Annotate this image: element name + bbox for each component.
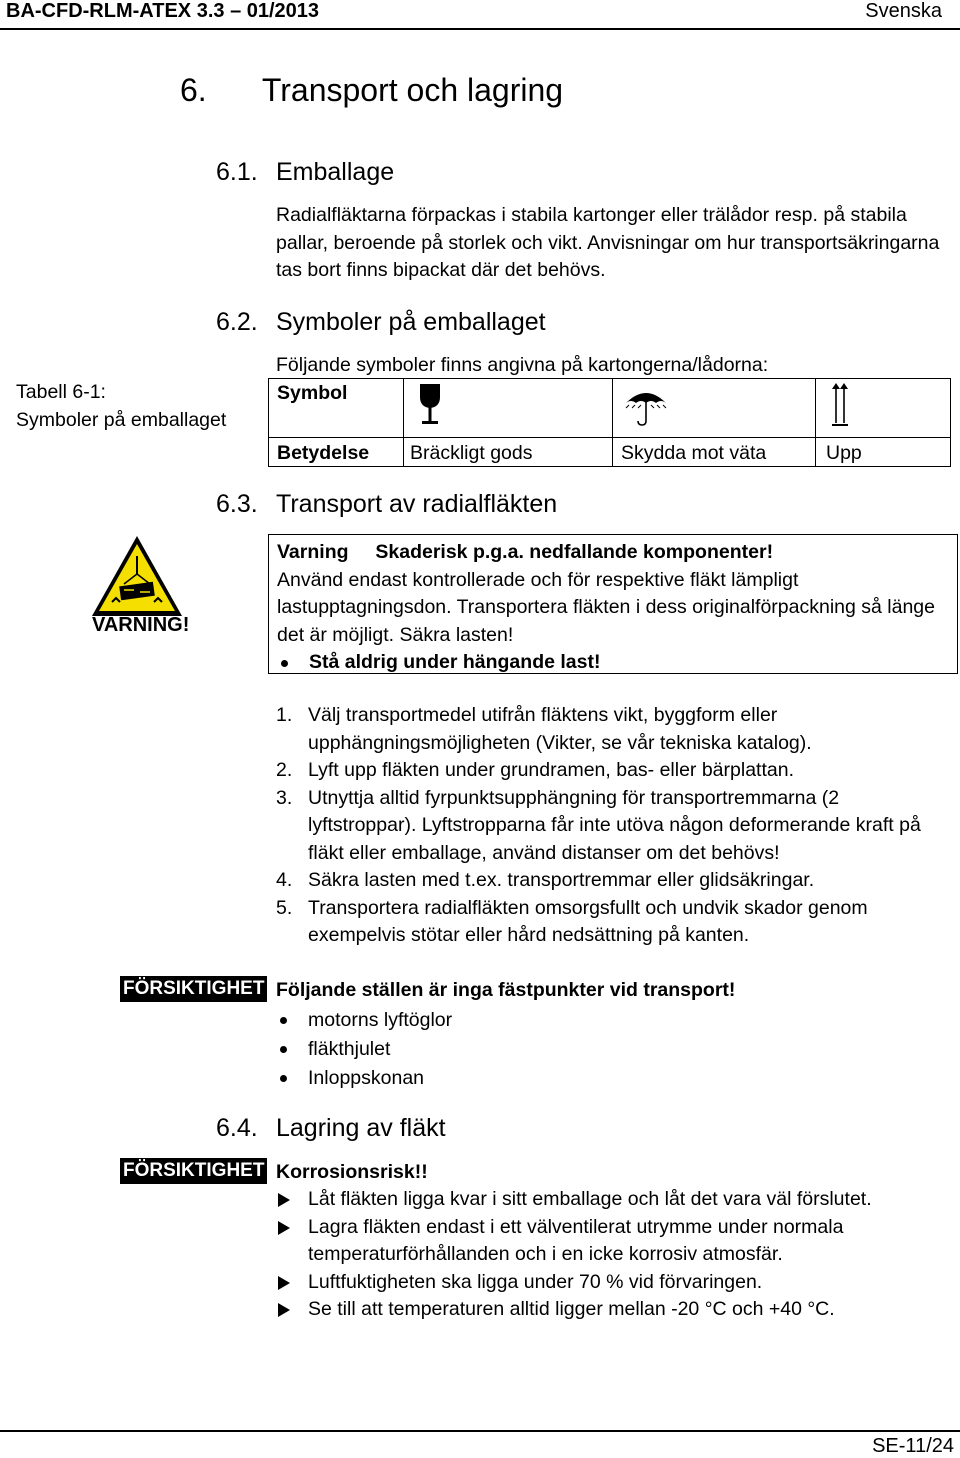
step-line: Utnyttja alltid fyrpunktsupphängning för transportremmarna (2 [308, 786, 840, 809]
step-number: 3. [276, 786, 293, 809]
section-number: 6.4. [216, 1114, 258, 1142]
list-item [276, 1296, 956, 1324]
document-id: BA-CFD-RLM-ATEX 3.3 – 01/2013 [6, 0, 320, 22]
step-line: lyftstroppar). Lyftstropparna får inte utöva någon deformerande kraft på [308, 814, 921, 836]
warning-word: Varning [277, 541, 349, 563]
table-caption [16, 378, 226, 434]
table-cell [613, 438, 816, 467]
section-6-4-heading [216, 1114, 446, 1143]
list-item: fläkthjulet [276, 1035, 876, 1064]
table-cell [816, 438, 951, 467]
list-item: Inloppskonan [276, 1064, 876, 1093]
item-line: Lagra fläkten endast i ett välventilerat utrymme under normala [308, 1215, 844, 1238]
step-number: 2. [276, 759, 293, 781]
step-line: fläkt eller emballage, använd distanser om det behövs! [308, 841, 780, 864]
list-item: motorns lyftöglor [276, 1006, 876, 1035]
section-number: 6.2. [216, 308, 258, 336]
section-6-2-heading [216, 308, 546, 337]
list-item [276, 895, 956, 950]
caution-label: FÖRSIKTIGHET [120, 1158, 267, 1184]
list-item [276, 1269, 956, 1297]
row-header: Symbol [277, 382, 348, 404]
caution-label: FÖRSIKTIGHET [120, 976, 267, 1002]
step-line: Lyft upp fläkten under grundramen, bas- eller bärplattan. [308, 759, 794, 781]
list-item [276, 757, 956, 785]
paragraph-line: tas bort finns bipackat där det behövs. [276, 259, 606, 281]
list-item [276, 785, 956, 868]
symbol-meaning: Bräckligt gods [410, 442, 533, 464]
section-title: Emballage [276, 158, 395, 186]
symbol-meaning: Upp [826, 442, 862, 464]
table-cell [404, 438, 613, 467]
this-way-up-arrows-icon [830, 383, 850, 434]
table-cell [816, 379, 951, 438]
caution-title: Följande ställen är inga fästpunkter vid transport! [276, 979, 736, 1001]
transport-steps [276, 702, 956, 950]
list-item [276, 1186, 956, 1214]
list-item: Stå aldrig under hängande last! [277, 649, 949, 677]
page-number: SE-11/24 [872, 1435, 954, 1457]
step-line: Välj transportmedel utifrån fläktens vikt, byggform eller [308, 704, 778, 726]
section-title: Transport av radialfläkten [276, 490, 558, 518]
warning-box [268, 534, 958, 674]
warning-line: lastupptagningsdon. Transportera fläkten i dess originalförpackning så länge [277, 596, 936, 618]
symbol-row [269, 379, 951, 438]
section-6-1-heading [216, 158, 395, 187]
item-line: Luftfuktigheten ska ligga under 70 % vid förvaringen. [308, 1270, 763, 1293]
list-item [276, 1214, 956, 1269]
storage-instructions [276, 1186, 956, 1324]
table-caption-line: Tabell 6-1: [16, 381, 106, 403]
step-line: upphängningsmöjligheten (Vikter, se vår tekniska katalog). [308, 731, 812, 754]
step-line: Transportera radialfläkten omsorgsfullt och undvik skador genom [308, 896, 868, 919]
warning-label: VARNING! [92, 614, 190, 636]
table-cell [269, 379, 404, 438]
warning-heading [277, 539, 949, 567]
umbrella-icon [625, 387, 667, 432]
list-item [276, 702, 956, 757]
section-6-heading [180, 72, 563, 109]
step-number: 5. [276, 896, 293, 919]
item-line: Låt fläkten ligga kvar i sitt emballage och låt det vara väl förslutet. [308, 1188, 872, 1210]
symbol-meaning: Skydda mot väta [621, 442, 767, 464]
section-6-3-heading [216, 490, 558, 519]
section-title: Transport och lagring [261, 72, 564, 108]
table-cell [613, 379, 816, 438]
caution-title: Korrosionsrisk!! [276, 1161, 428, 1183]
paragraph-line: Radialfläktarna förpackas i stabila kartonger eller trälådor resp. på stabila [276, 204, 907, 226]
row-header: Betydelse [277, 442, 370, 464]
suspended-load-warning-icon [90, 534, 184, 623]
step-line: exempelvis stötar eller hård nedsättning på kanten. [308, 924, 750, 946]
step-number: 1. [276, 704, 293, 726]
table-caption-line: Symboler på emballaget [16, 409, 227, 431]
section-title: Symboler på emballaget [276, 308, 546, 336]
table-cell [269, 438, 404, 467]
symbols-intro: Följande symboler finns angivna på kartongerna/lådorna: [276, 354, 769, 376]
symbols-table [268, 378, 951, 467]
meaning-row [269, 438, 951, 467]
section-title: Lagring av fläkt [276, 1114, 446, 1142]
language-label: Svenska [865, 0, 942, 22]
warning-line: Använd endast kontrollerade och för respektive fläkt lämpligt [277, 568, 799, 591]
packaging-paragraph [276, 202, 956, 285]
footer-rule [0, 1430, 960, 1432]
fragile-glass-icon [418, 383, 442, 432]
table-cell [404, 379, 613, 438]
paragraph-line: pallar, beroende på storlek och vikt. Anvisningar om hur transportsäkringarna [276, 231, 940, 254]
header-rule [0, 28, 960, 30]
list-item [276, 867, 956, 895]
section-number: 6.1. [216, 158, 258, 186]
step-line: Säkra lasten med t.ex. transportremmar eller glidsäkringar. [308, 869, 815, 891]
warning-line: det är möjligt. Säkra lasten! [277, 623, 514, 646]
section-number: 6. [180, 72, 207, 108]
non-lifting-points-list [276, 1006, 876, 1093]
section-number: 6.3. [216, 490, 258, 518]
warning-bullets [277, 649, 949, 677]
warning-hazard: Skaderisk p.g.a. nedfallande komponenter! [375, 541, 774, 563]
item-line: Se till att temperaturen alltid ligger mellan -20 °C och +40 °C. [308, 1298, 835, 1320]
step-number: 4. [276, 869, 293, 891]
item-line: temperaturförhållanden och i en icke korrosiv atmosfär. [308, 1243, 783, 1265]
